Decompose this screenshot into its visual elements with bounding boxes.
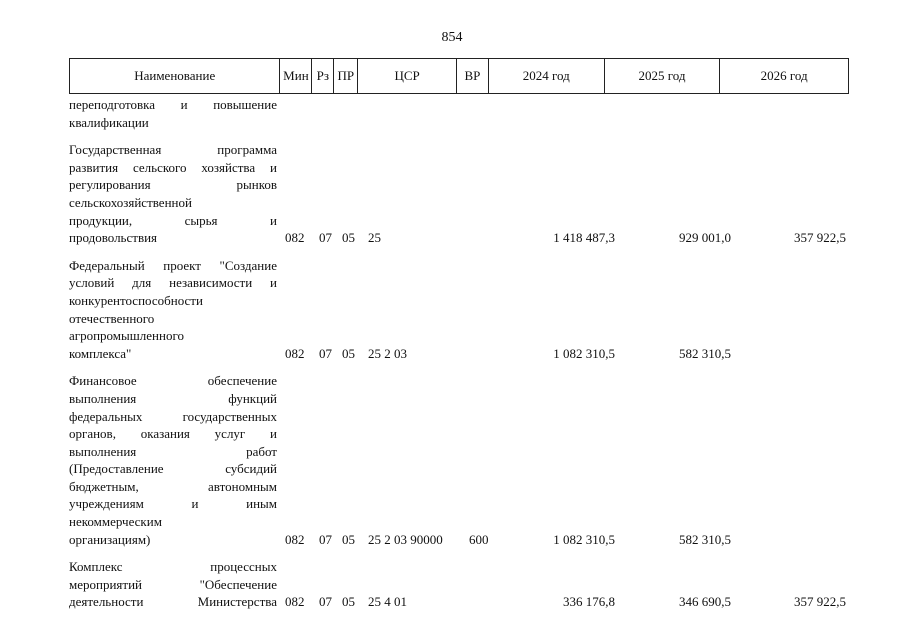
header-rz: Рз — [312, 59, 334, 93]
cell-min: 082 — [285, 594, 305, 610]
row-name — [69, 558, 277, 611]
cell-2025: 929 001,0 — [679, 230, 731, 246]
name-line: условий для независимости и — [69, 275, 277, 291]
name-line: сельскохозяйственной — [69, 194, 192, 210]
name-line: мероприятий "Обеспечение — [69, 576, 277, 592]
header-2024: 2024 год — [489, 59, 605, 93]
cell-rz: 07 — [319, 345, 332, 361]
name-line: выполнения функций — [69, 390, 277, 406]
row-name — [69, 141, 277, 247]
cell-csr: 25 4 01 — [368, 594, 407, 610]
table-row — [69, 96, 849, 131]
name-line: Финансовое обеспечение — [69, 373, 277, 389]
cell-pr: 05 — [342, 230, 355, 246]
row-name — [69, 372, 277, 548]
name-line: некоммерческим — [69, 514, 162, 530]
cell-vr: 600 — [469, 531, 489, 547]
page-number: 854 — [441, 30, 463, 45]
table-header — [69, 58, 849, 94]
name-line: Комплекс процессных — [69, 559, 277, 575]
name-line: продовольствия — [69, 230, 158, 246]
cell-min: 082 — [285, 531, 305, 547]
cell-min: 082 — [285, 230, 305, 246]
name-line: деятельности Министерства — [69, 594, 277, 610]
table-body — [69, 96, 849, 621]
header-pr: ПР — [334, 59, 358, 93]
cell-csr: 25 2 03 — [368, 345, 407, 361]
header-min: Мин — [280, 59, 312, 93]
cell-rz: 07 — [319, 594, 332, 610]
row-name — [69, 96, 277, 131]
name-line: продукции, сырья и — [69, 212, 277, 228]
cell-2024: 1 082 310,5 — [553, 531, 615, 547]
cell-rz: 07 — [319, 531, 332, 547]
name-line: организациям) — [69, 531, 151, 547]
cell-2024: 336 176,8 — [563, 594, 615, 610]
cell-csr: 25 — [368, 230, 381, 246]
cell-2026: 357 922,5 — [794, 594, 846, 610]
cell-pr: 05 — [342, 594, 355, 610]
name-line: учреждениям и иным — [69, 496, 277, 512]
name-line: бюджетным, автономным — [69, 478, 277, 494]
name-line: Федеральный проект "Создание — [69, 257, 277, 273]
name-line: регулирования рынков — [69, 177, 277, 193]
cell-min: 082 — [285, 345, 305, 361]
name-line: развития сельского хозяйства и — [69, 159, 277, 175]
table-row — [69, 558, 849, 611]
cell-rz: 07 — [319, 230, 332, 246]
name-line: выполнения работ — [69, 443, 277, 459]
cell-2025: 582 310,5 — [679, 345, 731, 361]
name-line: конкурентоспособности — [69, 292, 203, 308]
table-row — [69, 257, 849, 363]
cell-2025: 582 310,5 — [679, 531, 731, 547]
cell-csr: 25 2 03 90000 — [368, 531, 443, 547]
cell-pr: 05 — [342, 531, 355, 547]
header-csr: ЦСР — [358, 59, 457, 93]
name-line: органов, оказания услуг и — [69, 426, 277, 442]
table-row — [69, 372, 849, 548]
row-name — [69, 257, 277, 363]
header-name: Наименование — [70, 59, 280, 93]
cell-2024: 1 082 310,5 — [553, 345, 615, 361]
name-line: отечественного — [69, 310, 155, 326]
table-row — [69, 141, 849, 247]
name-line: федеральных государственных — [69, 408, 277, 424]
cell-2026: 357 922,5 — [794, 230, 846, 246]
header-2025: 2025 год — [605, 59, 721, 93]
cell-pr: 05 — [342, 345, 355, 361]
cell-2024: 1 418 487,3 — [553, 230, 615, 246]
name-line: квалификации — [69, 114, 149, 130]
name-line: (Предоставление субсидий — [69, 461, 277, 477]
header-vr: ВР — [457, 59, 489, 93]
header-2026: 2026 год — [760, 68, 808, 83]
cell-2025: 346 690,5 — [679, 594, 731, 610]
name-line: агропромышленного — [69, 328, 184, 344]
name-line: Государственная программа — [69, 142, 277, 158]
name-line: переподготовка и повышение — [69, 97, 277, 112]
name-line: комплекса" — [69, 345, 132, 361]
